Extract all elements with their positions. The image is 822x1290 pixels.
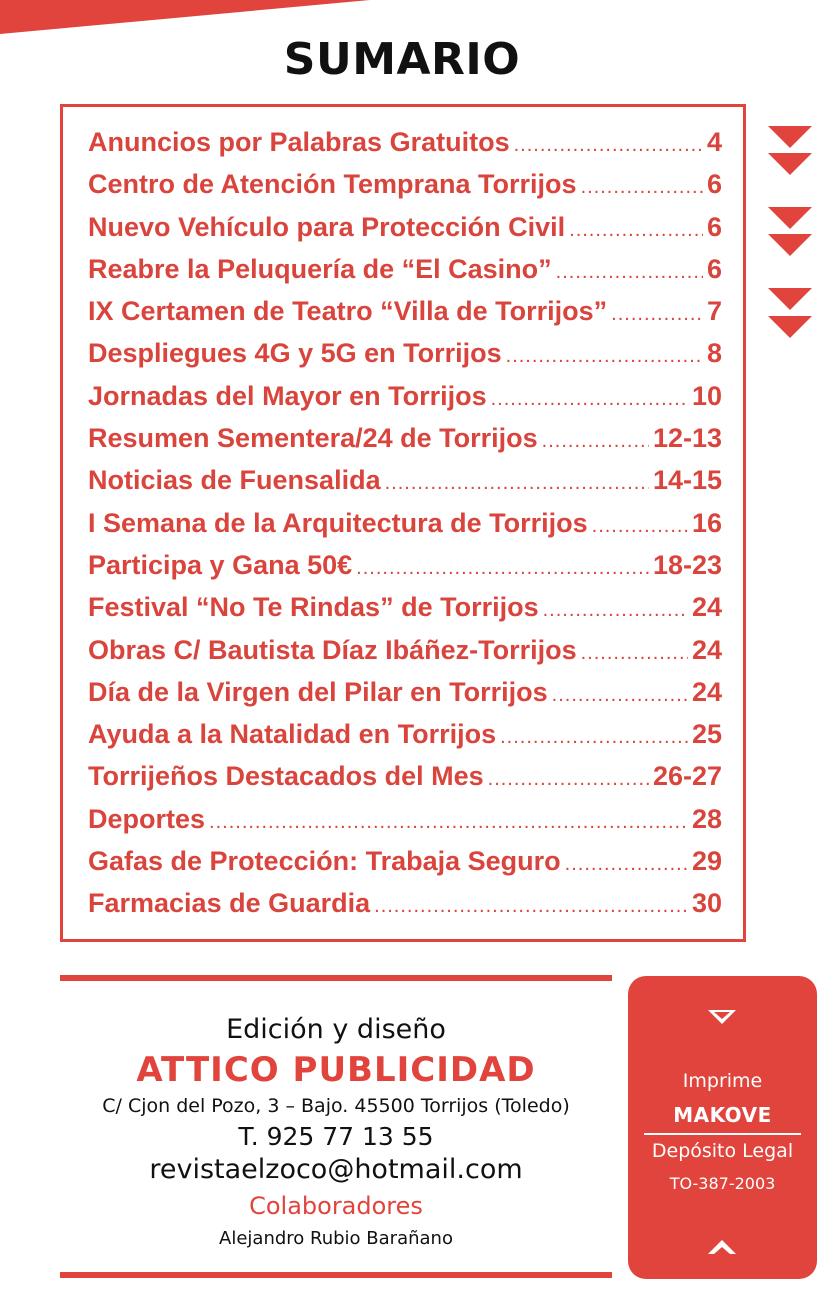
toc-entry-title: Festival “No Te Rindas” de Torrijos	[88, 592, 539, 623]
toc-entry	[88, 423, 722, 465]
toc-leader-dots	[514, 134, 703, 157]
toc-entry-page: 12-13	[652, 423, 722, 454]
toc-leader-dots	[569, 219, 703, 242]
toc-entry-title: Farmacias de Guardia	[88, 888, 371, 919]
legal-deposit-code: TO-387-2003	[669, 1174, 776, 1193]
toc-entry	[88, 212, 722, 254]
toc-entry-title: Jornadas del Mayor en Torrijos	[88, 380, 487, 411]
collaborators-heading: Colaboradores	[249, 1192, 423, 1220]
triangle-down-icon	[768, 153, 812, 175]
toc-entry-page: 4	[706, 127, 722, 157]
toc-leader-dots	[491, 388, 688, 411]
toc-entry	[88, 592, 722, 634]
toc-entry-page: 29	[691, 846, 722, 877]
toc-entry	[88, 508, 722, 550]
toc-entry	[88, 169, 722, 211]
triangle-down-icon	[768, 288, 812, 310]
toc-entry-page: 25	[691, 719, 722, 750]
printer-info-box	[628, 976, 817, 1279]
toc-entry-title: Resumen Sementera/24 de Torrijos	[88, 423, 538, 454]
triangle-down-icon	[768, 234, 812, 256]
toc-entry-title: Día de la Virgen del Pilar en Torrijos	[88, 676, 548, 707]
collaborator-name: Alejandro Rubio Barañano	[219, 1228, 453, 1249]
company-address: C/ Cjon del Pozo, 3 – Bajo. 45500 Torrijos (Toledo)	[102, 1095, 570, 1117]
toc-entry-title: Reabre la Peluquería de “El Casino”	[88, 253, 552, 284]
toc-entry	[88, 635, 722, 677]
toc-entry-page: 8	[706, 338, 722, 369]
toc-entry-page: 24	[691, 634, 722, 665]
toc-leader-dots	[592, 515, 688, 538]
toc-entry-title: Noticias de Fuensalida	[88, 465, 381, 496]
triangle-down-outline-icon	[708, 1010, 736, 1024]
toc-leader-dots	[356, 557, 649, 580]
toc-entry	[88, 550, 722, 592]
toc-entry-title: Torrijeños Destacados del Mes	[88, 761, 484, 792]
toc-entry-page: 16	[691, 507, 722, 538]
toc-entry-page: 10	[691, 380, 722, 411]
corner-decoration	[0, 0, 370, 34]
company-name: ATTICO PUBLICIDAD	[136, 1050, 536, 1090]
toc-entry-page: 24	[691, 676, 722, 707]
toc-entry-page: 30	[691, 888, 722, 919]
triangle-down-icon	[768, 207, 812, 229]
toc-entry-page: 6	[706, 211, 722, 242]
toc-entry	[88, 846, 722, 888]
toc-leader-dots	[488, 768, 649, 791]
toc-list	[88, 127, 722, 931]
toc-leader-dots	[506, 345, 703, 368]
toc-entry	[88, 465, 722, 507]
toc-entry	[88, 888, 722, 930]
credits-block	[60, 1010, 612, 1254]
toc-leader-dots	[385, 472, 649, 495]
toc-entry-page: 24	[691, 592, 722, 623]
toc-entry	[88, 338, 722, 380]
legal-deposit-label: Depósito Legal	[651, 1140, 794, 1162]
toc-entry-page: 7	[706, 296, 722, 327]
toc-leader-dots	[556, 261, 703, 284]
toc-entry-title: I Semana de la Arquitectura de Torrijos	[88, 507, 588, 538]
toc-entry-title: IX Certamen de Teatro “Villa de Torrijos”	[88, 296, 608, 327]
printer-divider	[644, 1133, 801, 1135]
toc-entry-title: Centro de Atención Temprana Torrijos	[88, 169, 577, 200]
toc-leader-dots	[565, 853, 688, 876]
edition-label: Edición y diseño	[226, 1014, 446, 1045]
toc-entry	[88, 254, 722, 296]
toc-entry-title: Gafas de Protección: Trabaja Seguro	[88, 846, 561, 877]
bottom-divider	[60, 1272, 612, 1278]
toc-entry-page: 18-23	[652, 549, 722, 580]
toc-entry-title: Despliegues 4G y 5G en Torrijos	[88, 338, 502, 369]
toc-leader-dots	[581, 176, 703, 199]
triangle-up-outline-icon	[708, 1240, 736, 1254]
toc-leader-dots	[581, 642, 688, 665]
page-title: SUMARIO	[283, 34, 521, 85]
toc-entry-title: Ayuda a la Natalidad en Torrijos	[88, 719, 497, 750]
top-divider	[60, 975, 612, 981]
print-label: Imprime	[682, 1070, 763, 1092]
table-of-contents	[60, 104, 746, 942]
toc-entry	[88, 804, 722, 846]
toc-leader-dots	[209, 811, 688, 834]
toc-entry-page: 28	[691, 803, 722, 834]
toc-entry-title: Deportes	[88, 803, 206, 834]
toc-entry-page: 6	[706, 253, 722, 284]
company-phone: T. 925 77 13 55	[238, 1122, 434, 1151]
toc-entry	[88, 719, 722, 761]
toc-leader-dots	[500, 726, 688, 749]
printer-name: MAKOVE	[673, 1103, 772, 1127]
triangle-down-icon	[768, 126, 812, 148]
triangle-down-icon	[768, 316, 812, 338]
toc-entry-title: Obras C/ Bautista Díaz Ibáñez-Torrijos	[88, 634, 577, 665]
toc-leader-dots	[611, 303, 703, 326]
toc-entry-title: Anuncios por Palabras Gratuitos	[88, 127, 510, 157]
toc-entry	[88, 677, 722, 719]
toc-leader-dots	[374, 895, 688, 918]
toc-leader-dots	[552, 684, 688, 707]
toc-leader-dots	[543, 599, 688, 622]
toc-entry	[88, 127, 722, 169]
toc-entry	[88, 296, 722, 338]
toc-entry-title: Nuevo Vehículo para Protección Civil	[88, 211, 566, 242]
toc-entry	[88, 761, 722, 803]
toc-entry-page: 6	[706, 169, 722, 200]
toc-entry	[88, 381, 722, 423]
toc-entry-page: 26-27	[652, 761, 722, 792]
toc-entry-page: 14-15	[652, 465, 722, 496]
toc-entry-title: Participa y Gana 50€	[88, 549, 353, 580]
toc-leader-dots	[542, 430, 649, 453]
company-email: revistaelzoco@hotmail.com	[149, 1154, 523, 1185]
